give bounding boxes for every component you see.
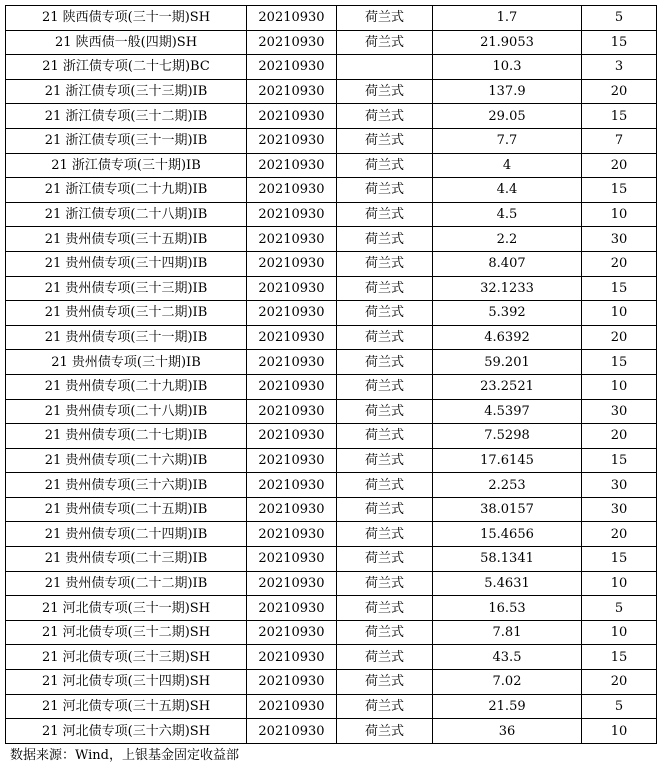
- table-row: [6, 596, 657, 621]
- bond-name-cell: 21 浙江债专项(三十一期)IB: [6, 128, 247, 153]
- auction-type-cell: 荷兰式: [337, 571, 433, 596]
- date-cell: 20210930: [247, 30, 337, 55]
- table-row: [6, 620, 657, 645]
- date-cell: 20210930: [247, 473, 337, 498]
- bond-name-cell: 21 浙江债专项(二十九期)IB: [6, 178, 247, 203]
- amount-cell: 21.59: [433, 694, 582, 719]
- bond-table-body: [6, 6, 657, 744]
- term-cell: 15: [582, 350, 657, 375]
- table-row: [6, 301, 657, 326]
- date-cell: 20210930: [247, 522, 337, 547]
- date-cell: 20210930: [247, 227, 337, 252]
- term-cell: 20: [582, 325, 657, 350]
- table-row: [6, 6, 657, 31]
- auction-type-cell: 荷兰式: [337, 79, 433, 104]
- date-cell: 20210930: [247, 128, 337, 153]
- table-row: [6, 547, 657, 572]
- date-cell: 20210930: [247, 301, 337, 326]
- bond-name-cell: 21 贵州债专项(二十三期)IB: [6, 547, 247, 572]
- bond-name-cell: 21 河北债专项(三十五期)SH: [6, 694, 247, 719]
- table-row: [6, 104, 657, 129]
- table-row: [6, 153, 657, 178]
- table-row: [6, 128, 657, 153]
- bond-name-cell: 21 河北债专项(三十六期)SH: [6, 719, 247, 744]
- table-row: [6, 251, 657, 276]
- auction-type-cell: 荷兰式: [337, 547, 433, 572]
- term-cell: 30: [582, 497, 657, 522]
- bond-name-cell: 21 贵州债专项(二十八期)IB: [6, 399, 247, 424]
- auction-type-cell: 荷兰式: [337, 153, 433, 178]
- auction-type-cell: 荷兰式: [337, 424, 433, 449]
- term-cell: 20: [582, 522, 657, 547]
- amount-cell: 7.7: [433, 128, 582, 153]
- date-cell: 20210930: [247, 497, 337, 522]
- bond-name-cell: 21 浙江债专项(三十期)IB: [6, 153, 247, 178]
- date-cell: 20210930: [247, 719, 337, 744]
- bond-name-cell: 21 浙江债专项(二十七期)BC: [6, 55, 247, 80]
- amount-cell: 15.4656: [433, 522, 582, 547]
- date-cell: 20210930: [247, 694, 337, 719]
- auction-type-cell: 荷兰式: [337, 30, 433, 55]
- table-row: [6, 670, 657, 695]
- date-cell: 20210930: [247, 325, 337, 350]
- bond-name-cell: 21 河北债专项(三十三期)SH: [6, 645, 247, 670]
- amount-cell: 36: [433, 719, 582, 744]
- term-cell: 15: [582, 547, 657, 572]
- amount-cell: 8.407: [433, 251, 582, 276]
- term-cell: 20: [582, 251, 657, 276]
- table-row: [6, 276, 657, 301]
- date-cell: 20210930: [247, 596, 337, 621]
- date-cell: 20210930: [247, 6, 337, 31]
- amount-cell: 7.81: [433, 620, 582, 645]
- table-row: [6, 571, 657, 596]
- amount-cell: 137.9: [433, 79, 582, 104]
- table-row: [6, 694, 657, 719]
- amount-cell: 7.02: [433, 670, 582, 695]
- bond-name-cell: 21 贵州债专项(二十二期)IB: [6, 571, 247, 596]
- term-cell: 5: [582, 694, 657, 719]
- auction-type-cell: 荷兰式: [337, 251, 433, 276]
- auction-type-cell: 荷兰式: [337, 448, 433, 473]
- amount-cell: 43.5: [433, 645, 582, 670]
- amount-cell: 5.392: [433, 301, 582, 326]
- table-row: [6, 424, 657, 449]
- auction-type-cell: 荷兰式: [337, 6, 433, 31]
- table-row: [6, 178, 657, 203]
- term-cell: 20: [582, 79, 657, 104]
- amount-cell: 59.201: [433, 350, 582, 375]
- bond-name-cell: 21 贵州债专项(二十五期)IB: [6, 497, 247, 522]
- term-cell: 15: [582, 645, 657, 670]
- date-cell: 20210930: [247, 448, 337, 473]
- term-cell: 15: [582, 178, 657, 203]
- bond-name-cell: 21 贵州债专项(二十四期)IB: [6, 522, 247, 547]
- date-cell: 20210930: [247, 670, 337, 695]
- amount-cell: 10.3: [433, 55, 582, 80]
- term-cell: 30: [582, 399, 657, 424]
- auction-type-cell: 荷兰式: [337, 276, 433, 301]
- amount-cell: 2.253: [433, 473, 582, 498]
- amount-cell: 1.7: [433, 6, 582, 31]
- auction-type-cell: 荷兰式: [337, 497, 433, 522]
- term-cell: 15: [582, 30, 657, 55]
- date-cell: 20210930: [247, 645, 337, 670]
- source-note: 数据来源：Wind，上银基金固定收益部: [10, 748, 239, 763]
- amount-cell: 32.1233: [433, 276, 582, 301]
- term-cell: 15: [582, 104, 657, 129]
- term-cell: 10: [582, 620, 657, 645]
- date-cell: 20210930: [247, 202, 337, 227]
- amount-cell: 4.5397: [433, 399, 582, 424]
- bond-name-cell: 21 浙江债专项(三十三期)IB: [6, 79, 247, 104]
- auction-type-cell: [337, 55, 433, 80]
- amount-cell: 58.1341: [433, 547, 582, 572]
- term-cell: 15: [582, 276, 657, 301]
- bond-name-cell: 21 贵州债专项(三十二期)IB: [6, 301, 247, 326]
- bond-name-cell: 21 贵州债专项(三十一期)IB: [6, 325, 247, 350]
- bond-name-cell: 21 贵州债专项(二十九期)IB: [6, 374, 247, 399]
- auction-type-cell: 荷兰式: [337, 178, 433, 203]
- table-row: [6, 227, 657, 252]
- date-cell: 20210930: [247, 374, 337, 399]
- amount-cell: 4.6392: [433, 325, 582, 350]
- date-cell: 20210930: [247, 571, 337, 596]
- date-cell: 20210930: [247, 276, 337, 301]
- amount-cell: 23.2521: [433, 374, 582, 399]
- bond-name-cell: 21 贵州债专项(二十七期)IB: [6, 424, 247, 449]
- term-cell: 10: [582, 719, 657, 744]
- date-cell: 20210930: [247, 399, 337, 424]
- date-cell: 20210930: [247, 620, 337, 645]
- bond-name-cell: 21 河北债专项(三十四期)SH: [6, 670, 247, 695]
- date-cell: 20210930: [247, 104, 337, 129]
- term-cell: 5: [582, 6, 657, 31]
- date-cell: 20210930: [247, 153, 337, 178]
- bond-name-cell: 21 浙江债专项(三十二期)IB: [6, 104, 247, 129]
- date-cell: 20210930: [247, 251, 337, 276]
- amount-cell: 38.0157: [433, 497, 582, 522]
- date-cell: 20210930: [247, 79, 337, 104]
- bond-name-cell: 21 陕西债专项(三十一期)SH: [6, 6, 247, 31]
- amount-cell: 17.6145: [433, 448, 582, 473]
- bond-name-cell: 21 贵州债专项(三十期)IB: [6, 350, 247, 375]
- auction-type-cell: 荷兰式: [337, 227, 433, 252]
- term-cell: 20: [582, 153, 657, 178]
- term-cell: 10: [582, 374, 657, 399]
- auction-type-cell: 荷兰式: [337, 350, 433, 375]
- bond-name-cell: 21 贵州债专项(三十三期)IB: [6, 276, 247, 301]
- bond-name-cell: 21 河北债专项(三十二期)SH: [6, 620, 247, 645]
- amount-cell: 4.5: [433, 202, 582, 227]
- date-cell: 20210930: [247, 350, 337, 375]
- term-cell: 7: [582, 128, 657, 153]
- table-row: [6, 448, 657, 473]
- bond-name-cell: 21 贵州债专项(二十六期)IB: [6, 448, 247, 473]
- table-row: [6, 719, 657, 744]
- bond-name-cell: 21 贵州债专项(三十六期)IB: [6, 473, 247, 498]
- auction-type-cell: 荷兰式: [337, 202, 433, 227]
- term-cell: 3: [582, 55, 657, 80]
- table-row: [6, 522, 657, 547]
- bond-name-cell: 21 陕西债一般(四期)SH: [6, 30, 247, 55]
- auction-type-cell: 荷兰式: [337, 596, 433, 621]
- bond-name-cell: 21 浙江债专项(二十八期)IB: [6, 202, 247, 227]
- auction-type-cell: 荷兰式: [337, 104, 433, 129]
- table-row: [6, 79, 657, 104]
- amount-cell: 7.5298: [433, 424, 582, 449]
- date-cell: 20210930: [247, 424, 337, 449]
- term-cell: 30: [582, 473, 657, 498]
- bond-table: [5, 5, 657, 744]
- date-cell: 20210930: [247, 178, 337, 203]
- table-row: [6, 350, 657, 375]
- auction-type-cell: 荷兰式: [337, 645, 433, 670]
- table-row: [6, 325, 657, 350]
- auction-type-cell: 荷兰式: [337, 301, 433, 326]
- bond-name-cell: 21 贵州债专项(三十五期)IB: [6, 227, 247, 252]
- table-row: [6, 374, 657, 399]
- amount-cell: 21.9053: [433, 30, 582, 55]
- date-cell: 20210930: [247, 55, 337, 80]
- amount-cell: 29.05: [433, 104, 582, 129]
- term-cell: 20: [582, 424, 657, 449]
- auction-type-cell: 荷兰式: [337, 399, 433, 424]
- term-cell: 10: [582, 301, 657, 326]
- term-cell: 5: [582, 596, 657, 621]
- amount-cell: 4.4: [433, 178, 582, 203]
- term-cell: 10: [582, 571, 657, 596]
- auction-type-cell: 荷兰式: [337, 522, 433, 547]
- auction-type-cell: 荷兰式: [337, 719, 433, 744]
- amount-cell: 5.4631: [433, 571, 582, 596]
- table-row: [6, 30, 657, 55]
- table-row: [6, 399, 657, 424]
- table-row: [6, 497, 657, 522]
- bond-name-cell: 21 贵州债专项(三十四期)IB: [6, 251, 247, 276]
- table-row: [6, 473, 657, 498]
- auction-type-cell: 荷兰式: [337, 374, 433, 399]
- auction-type-cell: 荷兰式: [337, 670, 433, 695]
- auction-type-cell: 荷兰式: [337, 128, 433, 153]
- auction-type-cell: 荷兰式: [337, 325, 433, 350]
- auction-type-cell: 荷兰式: [337, 473, 433, 498]
- amount-cell: 16.53: [433, 596, 582, 621]
- table-row: [6, 55, 657, 80]
- date-cell: 20210930: [247, 547, 337, 572]
- auction-type-cell: 荷兰式: [337, 694, 433, 719]
- term-cell: 10: [582, 202, 657, 227]
- bond-name-cell: 21 河北债专项(三十一期)SH: [6, 596, 247, 621]
- table-row: [6, 202, 657, 227]
- amount-cell: 4: [433, 153, 582, 178]
- term-cell: 30: [582, 227, 657, 252]
- amount-cell: 2.2: [433, 227, 582, 252]
- term-cell: 15: [582, 448, 657, 473]
- auction-type-cell: 荷兰式: [337, 620, 433, 645]
- table-row: [6, 645, 657, 670]
- term-cell: 20: [582, 670, 657, 695]
